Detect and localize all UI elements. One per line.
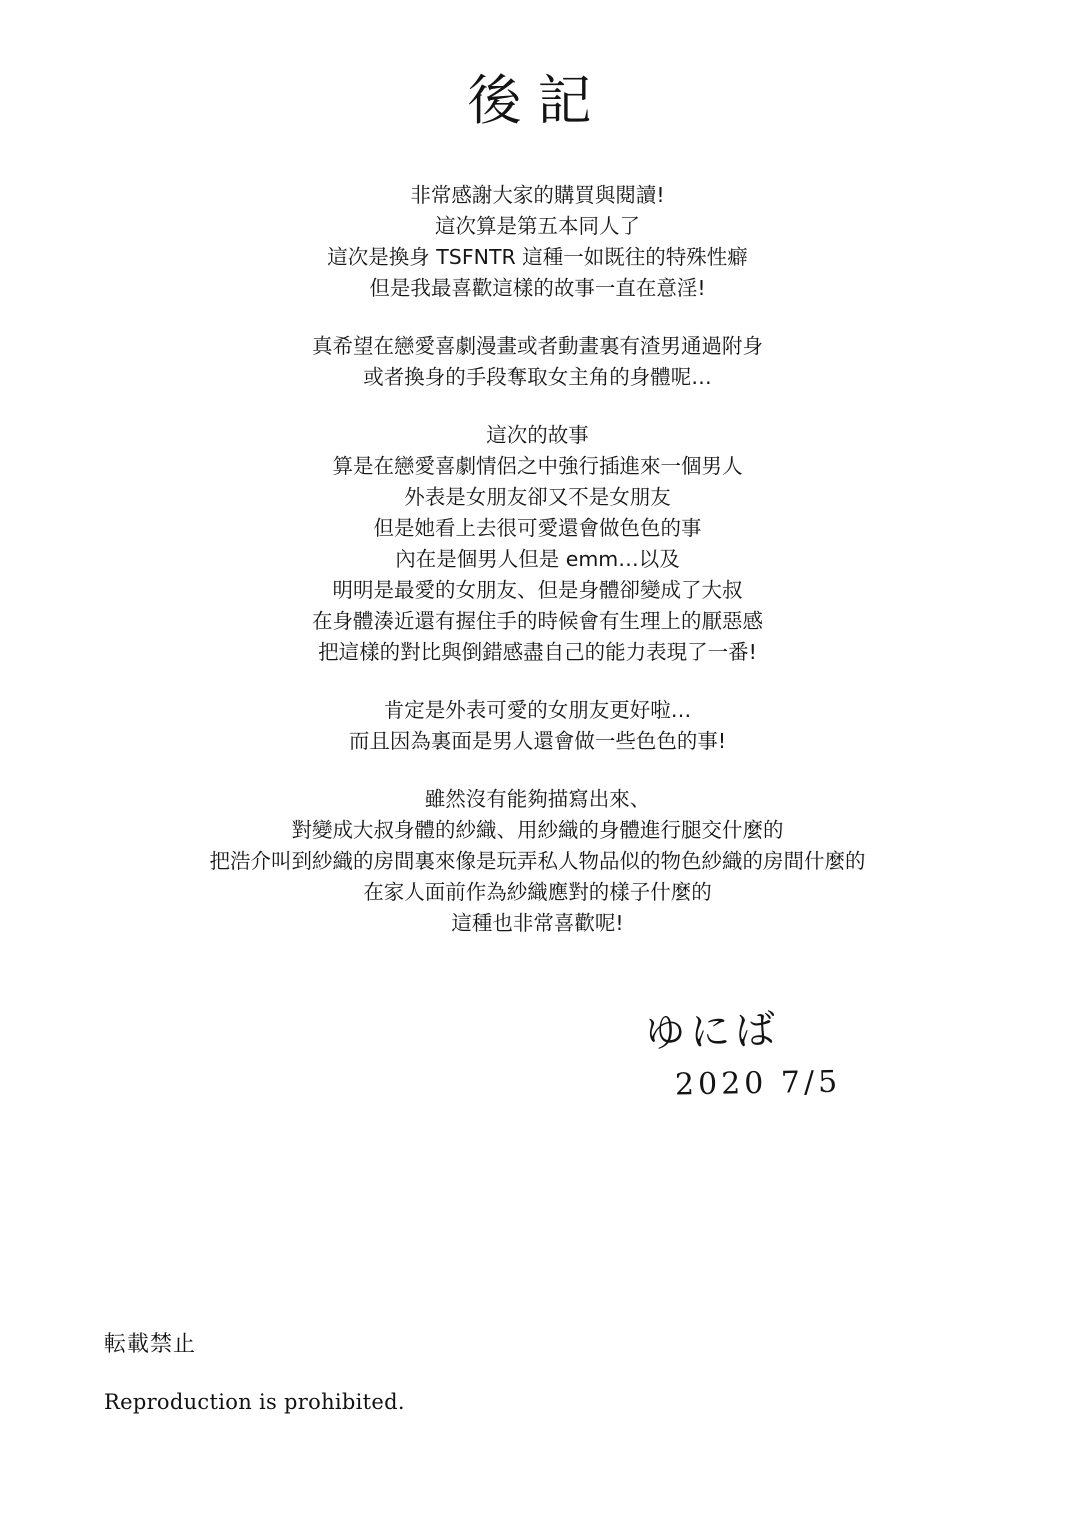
- paragraph-1: [0, 180, 1075, 304]
- text-line: 把這樣的對比與倒錯感盡自己的能力表現了一番!: [318, 640, 757, 664]
- text-line: 雖然沒有能夠描寫出來、: [424, 787, 651, 811]
- author-signature: ゆにば: [644, 1007, 781, 1057]
- text-line: 在身體湊近還有握住手的時候會有生理上的厭惡感: [312, 609, 763, 633]
- text-line: 在家人面前作為紗織應對的樣子什麼的: [363, 880, 712, 904]
- text-line: 或者換身的手段奪取女主角的身體呢…: [363, 365, 712, 389]
- text-line: 非常感謝大家的購買與閱讀!: [410, 183, 665, 207]
- text-line: 這種也非常喜歡呢!: [451, 911, 624, 935]
- paragraph-5: [0, 784, 1075, 939]
- text-line: 內在是個男人但是 emm…以及: [395, 547, 680, 571]
- text-line: 而且因為裏面是男人還會做一些色色的事!: [348, 729, 727, 753]
- text-line: 把浩介叫到紗織的房間裏來像是玩弄私人物品似的物色紗織的房間什麼的: [209, 849, 866, 873]
- text-line: 這次是換身 TSFNTR 這種一如既往的特殊性癖: [327, 245, 748, 269]
- text-line: 肯定是外表可愛的女朋友更好啦…: [383, 698, 692, 722]
- text-line: 這次算是第五本同人了: [435, 214, 640, 238]
- text-line: 但是她看上去很可愛還會做色色的事: [373, 516, 702, 540]
- text-line: 這次的故事: [486, 423, 589, 447]
- footer-notice: [104, 1327, 405, 1414]
- text-line: 真希望在戀愛喜劇漫畫或者動畫裏有渣男通過附身: [312, 334, 763, 358]
- afterword-body: [0, 180, 1075, 939]
- text-line: 明明是最愛的女朋友、但是身體卻變成了大叔: [332, 578, 743, 602]
- page-title: 後記: [467, 69, 608, 132]
- paragraph-3: [0, 420, 1075, 668]
- footer-notice-en: Reproduction is prohibited.: [104, 1390, 405, 1414]
- signature-date: 2020 7/5: [674, 1064, 842, 1103]
- paragraph-2: [0, 331, 1075, 393]
- paragraph-4: [0, 695, 1075, 757]
- text-line: 外表是女朋友卻又不是女朋友: [404, 485, 671, 509]
- text-line: 但是我最喜歡這樣的故事一直在意淫!: [369, 276, 706, 300]
- footer-notice-jp: 転載禁止: [104, 1332, 197, 1357]
- text-line: 對變成大叔身體的紗織、用紗織的身體進行腿交什麼的: [291, 818, 784, 842]
- text-line: 算是在戀愛喜劇情侶之中強行插進來一個男人: [332, 454, 743, 478]
